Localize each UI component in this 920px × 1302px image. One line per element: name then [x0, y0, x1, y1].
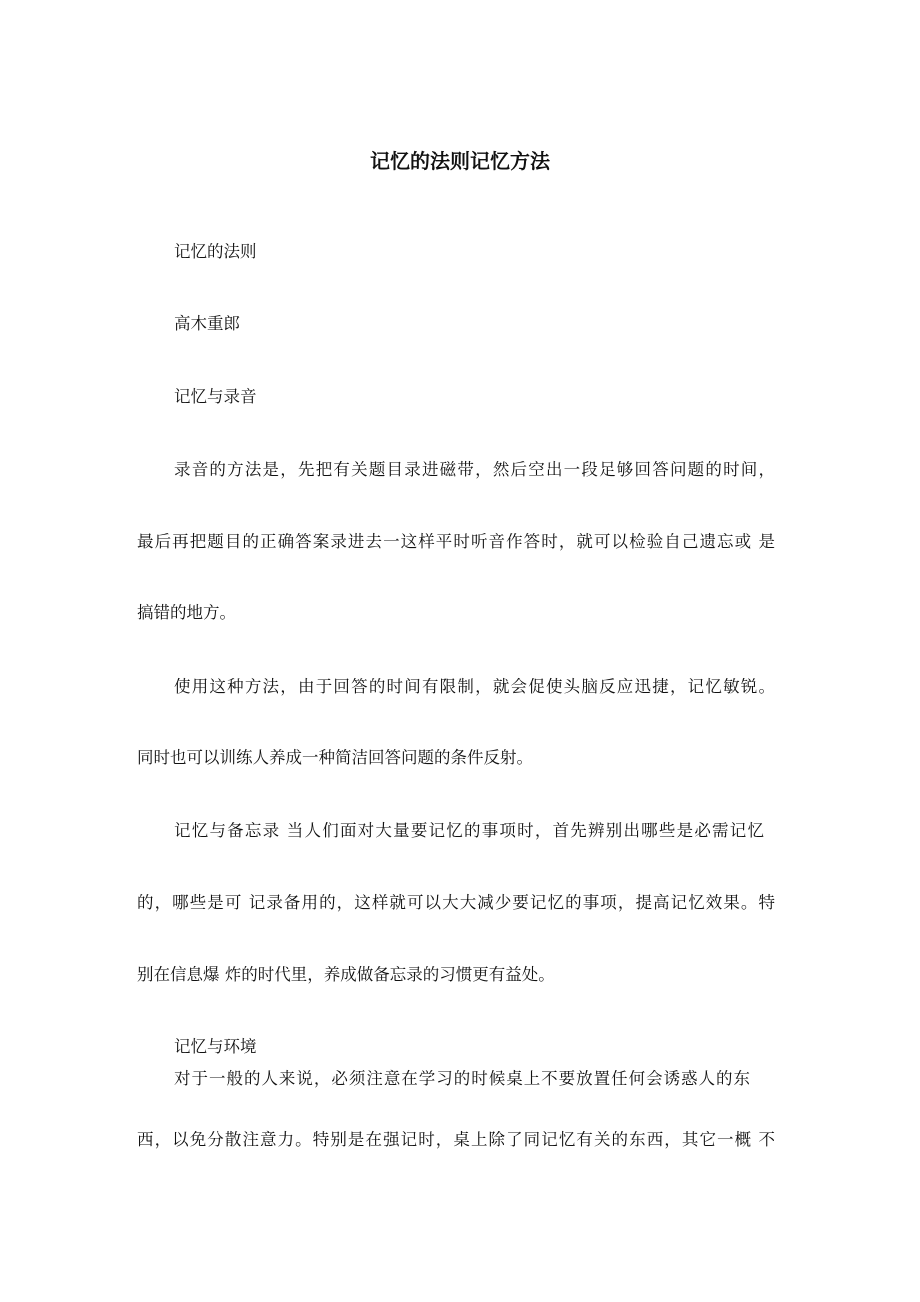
paragraph-line: 使用这种方法，由于回答的时间有限制，就会促使头脑反应迅捷，记忆敏锐。	[174, 677, 775, 696]
section-heading: 记忆与录音	[174, 387, 257, 406]
paragraph-line: 对于一般的人来说，必须注意在学习的时候桌上不要放置任何会诱惑人的东	[174, 1069, 750, 1088]
document-title: 记忆的法则记忆方法	[370, 149, 550, 173]
paragraph-line: 记忆与备忘录 当人们面对大量要记忆的事项时，首先辨别出哪些是必需记忆	[174, 821, 764, 840]
paragraph-line: 搞错的地方。	[137, 603, 236, 622]
paragraph-line: 别在信息爆 炸的时代里，养成做备忘录的习惯更有益处。	[137, 965, 555, 984]
paragraph-line: 的，哪些是可 记录备用的，这样就可以大大减少要记忆的事项，提高记忆效果。特	[137, 893, 775, 912]
paragraph-line: 最后再把题目的正确答案录进去一这样平时听音作答时，就可以检验自己遗忘或 是	[137, 532, 775, 551]
section-heading: 记忆与环境	[174, 1037, 257, 1056]
paragraph-line: 录音的方法是，先把有关题目录进磁带，然后空出一段足够回答问题的时间，	[174, 460, 775, 479]
author: 高木重郎	[174, 314, 240, 333]
subheading: 记忆的法则	[174, 242, 257, 261]
paragraph-line: 同时也可以训练人养成一种简洁回答问题的条件反射。	[137, 748, 533, 767]
paragraph-line: 西，以免分散注意力。特别是在强记时，桌上除了同记忆有关的东西，其它一概 不	[137, 1130, 775, 1149]
